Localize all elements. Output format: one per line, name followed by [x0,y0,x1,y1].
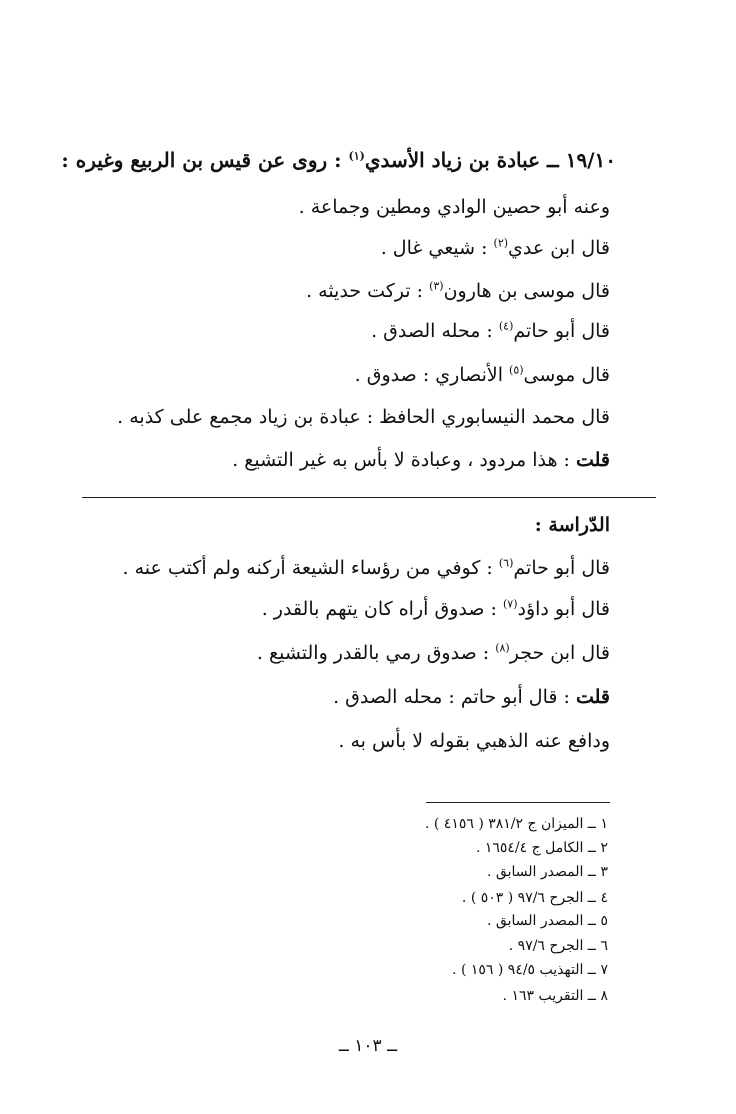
footnote-ref: (٥) [509,363,524,377]
footnote-ref: (٣) [429,279,444,293]
entry-name: عبادة بن زياد الأسدي [364,148,541,172]
footnote-divider [426,802,610,803]
study-line-1: قال أبو حاتم$^{(٦)}$ : كوفي من رؤساء الشيعة أركنه ولم أكتب عنه . [122,556,610,579]
study-line-5: ودافع عنه الذهبي بقوله لا بأس به . [338,730,610,752]
footnote-8: ٨ ــ التقريب ١٦٣ . [502,988,608,1004]
body-line-6: قال محمد النيسابوري الحافظ : عبادة بن زياد مجمع على كذبه . [117,406,610,428]
entry-rest: : روى عن قيس بن الربيع وغيره : [61,148,342,172]
qult-label: قلت [575,686,610,708]
footnote-6: ٦ ــ الجرح ٩٧/٦ . [508,938,608,954]
footnote-7: ٧ ــ التهذيب ٩٤/٥ ( ١٥٦ ) . [452,962,608,978]
footnote-4: ٤ ــ الجرح ٩٧/٦ ( ٥٠٣ ) . [461,890,608,906]
footnote-ref: (٧) [502,597,518,611]
footnote-ref: (١) [348,149,365,163]
qult-label: قلت [575,449,610,471]
entry-dash: ــ [540,148,559,172]
entry-number: ١٩/١٠ [565,148,616,172]
footnote-ref: (٢) [493,236,509,250]
footnote-1: ١ ــ الميزان ج ٣٨١/٢ ( ٤١٥٦ ) . [424,816,608,832]
body-line-4: قال أبو حاتم$^{(٤)}$ : محله الصدق . [371,319,610,342]
body-line-7: قلت : هذا مردود ، وعبادة لا بأس به غير التشيع . [232,449,610,471]
page-number: ــ ١٠٣ ــ [338,1036,398,1056]
footnote-ref: (٨) [495,641,510,655]
footnote-2: ٢ ــ الكامل ج ١٦٥٤/٤ . [475,840,608,856]
section-divider [82,497,656,498]
study-line-4: قلت : قال أبو حاتم : محله الصدق . [333,686,610,708]
study-heading: الدّراسة : [534,514,610,536]
body-line-5: قال موسى$^{(٥)}$ الأنصاري : صدوق . [354,363,610,386]
entry-heading [61,148,616,172]
footnote-3: ٣ ــ المصدر السابق . [487,864,608,880]
footnote-5: ٥ ــ المصدر السابق . [487,913,608,929]
body-line-3: قال موسى بن هارون$^{(٣)}$ : تركت حديثه . [306,279,610,302]
study-line-3: قال ابن حجر$^{(٨)}$ : صدوق رمي بالقدر والتشيع . [256,641,610,664]
footnote-ref: (٤) [498,319,514,333]
body-line-1: وعنه أبو حصين الوادي ومطين وجماعة . [298,196,610,218]
study-line-2: قال أبو داؤد$^{(٧)}$ : صدوق أراه كان يتهم بالقدر . [261,597,610,620]
footnote-ref: (٦) [498,556,514,570]
body-line-2: قال ابن عدي$^{(٢)}$ : شيعي غال . [380,236,610,259]
